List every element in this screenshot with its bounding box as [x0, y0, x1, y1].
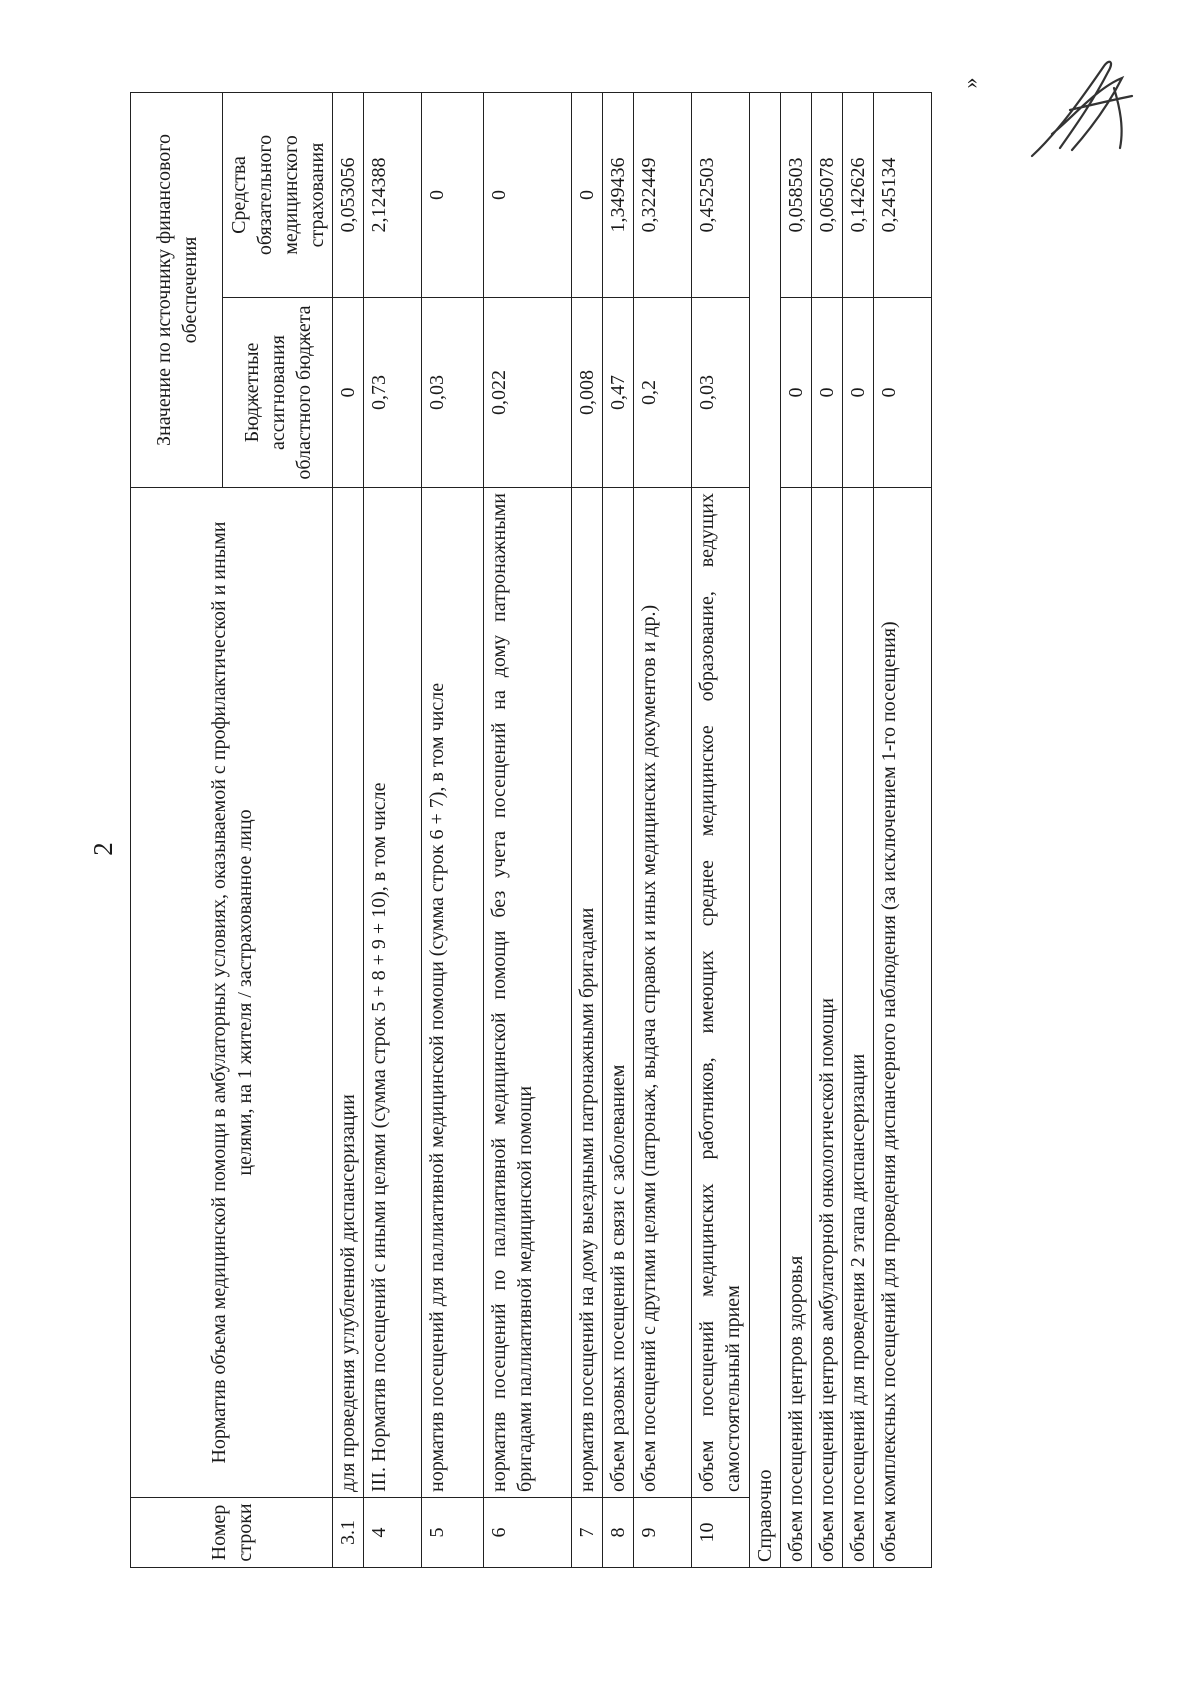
reference-row — [781, 93, 812, 1568]
reference-row — [874, 93, 932, 1568]
insurance-value: 0,058503 — [781, 93, 812, 298]
table-row — [422, 93, 484, 1568]
row-number: 8 — [603, 1498, 634, 1568]
reference-row — [812, 93, 843, 1568]
budget-value: 0 — [812, 298, 843, 488]
table-row — [692, 93, 750, 1568]
header-description: Норматив объема медицинской помощи в амбулаторных условиях, оказываемой с профилактической и иными целями, на 1 жителя / застрахованное лицо — [131, 488, 333, 1498]
insurance-value: 0,245134 — [874, 93, 932, 298]
row-number: 3.1 — [333, 1498, 364, 1568]
row-description: объем посещений медицинских работников, имеющих среднее медицинское образование, ведущих самостоятельный прием — [692, 488, 750, 1498]
reference-label: Справочно — [750, 93, 781, 1568]
row-description: объем разовых посещений в связи с заболеванием — [603, 488, 634, 1498]
budget-value: 0,47 — [603, 298, 634, 488]
header-funding-source: Значение по источнику финансового обеспечения — [131, 93, 223, 488]
header-compulsory-insurance: Средства обязательного медицинского страхования — [223, 93, 333, 298]
rotated-page-content — [130, 93, 900, 1568]
insurance-value: 0 — [422, 93, 484, 298]
insurance-value: 1,349436 — [603, 93, 634, 298]
budget-value: 0 — [874, 298, 932, 488]
budget-value: 0,73 — [364, 298, 422, 488]
table-row — [572, 93, 603, 1568]
budget-value: 0 — [333, 298, 364, 488]
row-number: 10 — [692, 1498, 750, 1568]
insurance-value: 0,452503 — [692, 93, 750, 298]
table-row — [364, 93, 422, 1568]
insurance-value: 0,053056 — [333, 93, 364, 298]
signature — [1012, 48, 1142, 168]
reference-description: объем посещений центров здоровья — [781, 488, 812, 1568]
table-row — [333, 93, 364, 1568]
budget-value: 0,008 — [572, 298, 603, 488]
closing-quote-mark: » — [957, 77, 983, 89]
table-row — [634, 93, 692, 1568]
reference-description: объем посещений центров амбулаторной онкологической помощи — [812, 488, 843, 1568]
insurance-value: 0,065078 — [812, 93, 843, 298]
header-regional-budget: Бюджетные ассигнования областного бюджета — [223, 298, 333, 488]
insurance-value: 2,124388 — [364, 93, 422, 298]
budget-value: 0 — [781, 298, 812, 488]
insurance-value: 0,322449 — [634, 93, 692, 298]
budget-value: 0,022 — [484, 298, 572, 488]
insurance-value: 0,142626 — [843, 93, 874, 298]
row-description: норматив посещений по паллиативной медицинской помощи без учета посещений на дому патронажными бригадами паллиативной медицинской помощи — [484, 488, 572, 1498]
row-number: 6 — [484, 1498, 572, 1568]
row-number: 9 — [634, 1498, 692, 1568]
row-number: 7 — [572, 1498, 603, 1568]
budget-value: 0,03 — [692, 298, 750, 488]
table-row — [603, 93, 634, 1568]
insurance-value: 0 — [572, 93, 603, 298]
reference-section — [750, 93, 781, 1568]
row-description: III. Норматив посещений с иными целями (сумма строк 5 + 8 + 9 + 10), в том числе — [364, 488, 422, 1498]
header-row-number: Номер строки — [131, 1498, 333, 1568]
row-description: объем посещений с другими целями (патронаж, выдача справок и иных медицинских документов и др.) — [634, 488, 692, 1498]
row-number: 5 — [422, 1498, 484, 1568]
reference-description: объем комплексных посещений для проведения диспансерного наблюдения (за исключением 1-го посещения) — [874, 488, 932, 1568]
volume-norms-table — [130, 92, 932, 1568]
page-number: 2 — [88, 842, 118, 856]
table-row — [484, 93, 572, 1568]
budget-value: 0,2 — [634, 298, 692, 488]
row-description: норматив посещений на дому выездными патронажными бригадами — [572, 488, 603, 1498]
budget-value: 0,03 — [422, 298, 484, 488]
budget-value: 0 — [843, 298, 874, 488]
reference-description: объем посещений для проведения 2 этапа диспансеризации — [843, 488, 874, 1568]
reference-row — [843, 93, 874, 1568]
row-description: для проведения углубленной диспансеризации — [333, 488, 364, 1498]
row-number: 4 — [364, 1498, 422, 1568]
row-description: норматив посещений для паллиативной медицинской помощи (сумма строк 6 + 7), в том числе — [422, 488, 484, 1498]
insurance-value: 0 — [484, 93, 572, 298]
